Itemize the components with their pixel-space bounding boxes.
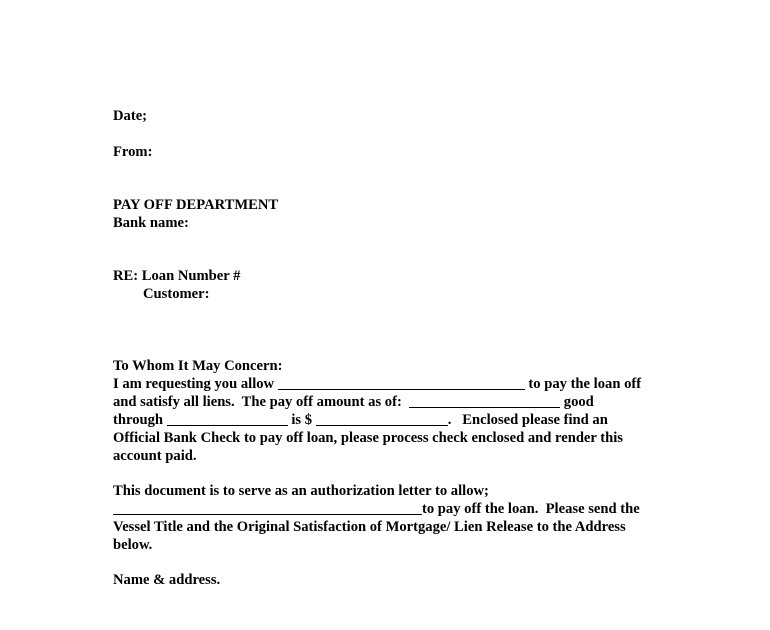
paragraph-2-line-3: Vessel Title and the Original Satisfaction of Mortgage/ Lien Release to the Address [113, 519, 626, 535]
recipient-department: PAY OFF DEPARTMENT [113, 197, 279, 213]
paragraph-1-line-3-end: . Enclosed please find an [447, 412, 608, 428]
salutation: To Whom It May Concern: [113, 358, 283, 374]
paragraph-2-line-2 [113, 500, 640, 518]
paragraph-2-line-4: below. [113, 537, 153, 553]
authorized-party-blank [113, 500, 422, 515]
paragraph-2-line-1: This document is to serve as an authorization letter to allow; [113, 483, 489, 499]
allowed-party-blank [278, 375, 525, 390]
paragraph-1-line-2-end: good [563, 394, 594, 410]
paragraph-1-line-4: Official Bank Check to pay off loan, please process check enclosed and render this [113, 430, 623, 446]
paragraph-1-line-2-start: and satisfy all liens. The pay off amount as of: [113, 394, 402, 410]
paragraph-1-line-3-mid: is $ [291, 412, 313, 428]
paragraph-2-line-2-end: to pay off the loan. Please send the [422, 501, 640, 517]
paragraph-1-line-2 [113, 393, 594, 411]
bank-name-label: Bank name: [113, 215, 189, 231]
payoff-date-blank [409, 393, 560, 408]
re-loan-number-label: RE: Loan Number # [113, 268, 241, 284]
closing-name-address: Name & address. [113, 572, 221, 588]
paragraph-1-line-3-start: through [113, 412, 164, 428]
good-through-date-blank [167, 411, 288, 426]
paragraph-1-line-3 [113, 411, 608, 429]
date-label: Date; [113, 108, 148, 124]
paragraph-1-line-1 [113, 375, 641, 393]
customer-label: Customer: [143, 286, 210, 302]
paragraph-1-line-1-start: I am requesting you allow [113, 376, 275, 392]
payoff-amount-blank [316, 411, 448, 426]
from-label: From: [113, 144, 153, 160]
paragraph-1-line-1-end: to pay the loan off [528, 376, 642, 392]
paragraph-1-line-5: account paid. [113, 448, 197, 464]
